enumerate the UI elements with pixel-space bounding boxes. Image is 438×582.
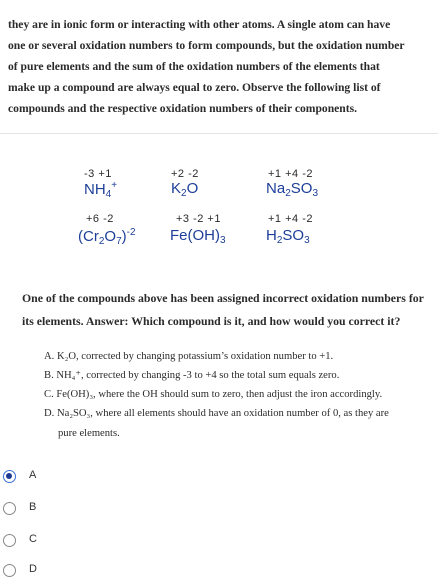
choice-b[interactable]	[3, 502, 123, 520]
formula-k2o: $K_2O$	[171, 180, 199, 199]
oxidation-numbers: -3 +1	[84, 168, 112, 180]
radio-empty-icon[interactable]	[3, 534, 16, 547]
radio-empty-icon[interactable]	[3, 564, 16, 577]
choice-d[interactable]	[3, 564, 123, 582]
formula-nh4: $NH_4^+$	[84, 180, 118, 200]
formula-na2so3: $Na_2SO_3$	[266, 180, 318, 199]
formula-h2so3: $H_2SO_3$	[266, 227, 310, 246]
option-b-text: B. NH₄⁺, corrected by changing -3 to +4 so the total sum equals zero.	[44, 370, 340, 381]
oxidation-numbers: +1 +4 -2	[268, 213, 313, 225]
choice-label: C	[29, 533, 37, 545]
option-d-text: D. Na₂SO₃, where all elements should have an oxidation number of 0, as they are	[44, 408, 389, 419]
radio-empty-icon[interactable]	[3, 502, 16, 515]
choice-label: D	[29, 563, 37, 575]
choice-label: B	[29, 501, 37, 513]
option-d-continuation: pure elements.	[58, 428, 120, 439]
formula-cr2o7: $(Cr_2O_7)^{-2}$	[78, 227, 136, 247]
option-c-text: C. Fe(OH)₃, where the OH should sum to zero, then adjust the iron accordingly.	[44, 389, 383, 400]
question-text	[22, 287, 430, 333]
passage-line: compounds and the respective oxidation numbers of their components.	[8, 102, 358, 115]
formula-feoh3: $Fe(OH)_3$	[170, 227, 226, 246]
oxidation-numbers: +6 -2	[86, 213, 114, 225]
passage-line: make up a compound are always equal to zero. Observe the following list of	[8, 81, 381, 94]
passage-line: one or several oxidation numbers to form compounds, but the oxidation number	[8, 39, 405, 52]
divider	[0, 133, 438, 134]
radio-selected-icon[interactable]	[3, 470, 16, 483]
question-line: One of the compounds above has been assigned incorrect oxidation numbers for	[22, 291, 424, 305]
choice-c[interactable]	[3, 534, 123, 552]
oxidation-numbers: +1 +4 -2	[268, 168, 313, 180]
passage-line: of pure elements and the sum of the oxidation numbers of the elements that	[8, 60, 380, 73]
oxidation-numbers: +2 -2	[171, 168, 199, 180]
question-line: its elements. Answer: Which compound is it, and how would you correct it?	[22, 314, 401, 328]
passage-text	[8, 14, 430, 119]
option-a-text: A. K₂O, corrected by changing potassium’s oxidation number to +1.	[44, 351, 334, 362]
choice-label: A	[29, 469, 37, 481]
passage-line: they are in ionic form or interacting with other atoms. A single atom can have	[8, 18, 391, 31]
oxidation-numbers: +3 -2 +1	[176, 213, 221, 225]
choice-a[interactable]	[3, 470, 123, 488]
